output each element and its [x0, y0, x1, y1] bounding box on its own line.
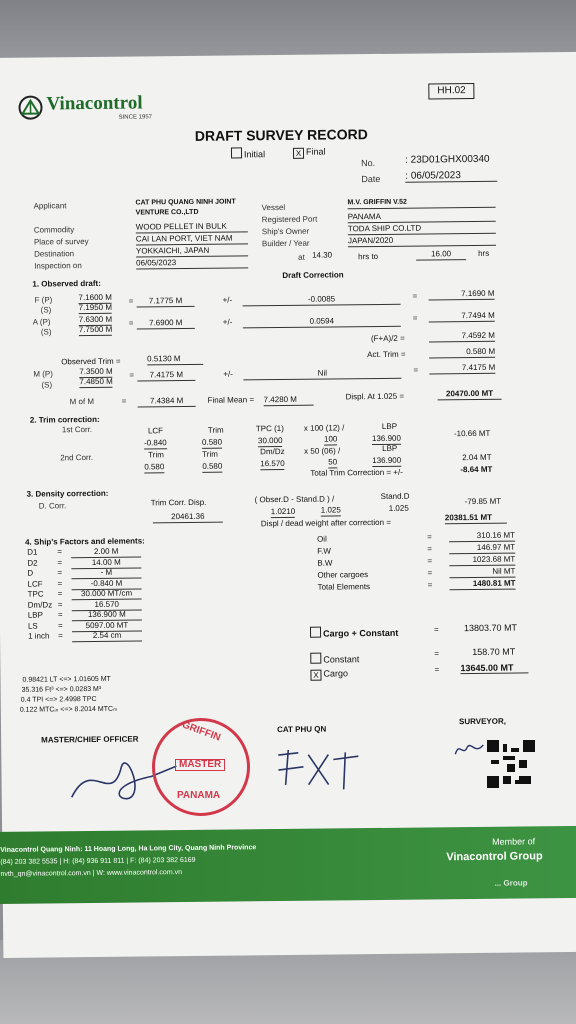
after-corr-label: Displ / dead weight after correction =	[260, 517, 392, 529]
x50-header: x 50 (06) /	[304, 446, 341, 456]
obs-trim-label: Observed Trim =	[61, 356, 121, 367]
obs-trim-value: 0.5130 M	[147, 354, 203, 366]
r2-result: 2.04 MT	[462, 452, 492, 463]
builder-value: JAPAN/2020	[348, 235, 496, 248]
factor-eq: =	[57, 578, 63, 588]
factor-value: 2.54 cm	[72, 630, 142, 642]
element-label: B.W	[317, 558, 333, 568]
initial-option: Initial	[231, 147, 265, 159]
second-corr-label: 2nd Corr.	[60, 452, 94, 463]
final-mean-value: 7.4280 M	[264, 395, 314, 407]
element-label: Total Elements	[317, 582, 371, 592]
ms-value: 7.4850 M	[79, 376, 113, 387]
factor-eq: =	[57, 589, 63, 599]
eq-cc: =	[433, 625, 439, 635]
draft-survey-document	[0, 52, 576, 958]
m-mean-value: 7.4175 M	[137, 370, 195, 382]
conversion-row: 35.316 Ft³ <=> 0.0283 M³	[21, 685, 102, 694]
factor-value: 14.00 M	[71, 557, 141, 569]
act-trim-label: Act. Trim =	[367, 349, 406, 360]
factor-value: 136.900 M	[72, 609, 142, 621]
fa2-value: 7.4592 M	[429, 331, 495, 343]
factor-eq: =	[57, 547, 62, 557]
commodity-label: Commodity	[33, 225, 75, 235]
eq-f: =	[128, 296, 134, 306]
at-value: 14.30	[312, 250, 333, 260]
page-title: DRAFT SURVEY RECORD	[194, 126, 368, 144]
density-formula: ( Obser.D - Stand.D ) /	[254, 494, 335, 505]
place-label: Place of survey	[33, 237, 89, 247]
final-option: X Final	[293, 147, 326, 159]
constant-value: 158.70 MT	[472, 646, 516, 658]
lbp-header-2: LBP	[382, 443, 398, 453]
cargo-constant-label: Cargo + Constant	[310, 626, 398, 639]
pm-m: +/-	[223, 369, 233, 379]
cargo-checkbox: X	[310, 670, 321, 681]
r3-50: 50	[328, 457, 338, 467]
owner-value: TODA SHIP CO.LTD	[348, 223, 496, 236]
as-value: 7.7500 M	[78, 324, 113, 335]
master-label: MASTER/CHIEF OFFICER	[41, 734, 139, 745]
dcorr-label: D. Corr.	[38, 501, 67, 511]
catphu-label: CAT PHU QN	[277, 724, 327, 735]
element-value: Nil MT	[449, 567, 515, 579]
ap-value: 7.6300 M	[78, 314, 113, 325]
surveyor-label: SURVEYOR,	[458, 716, 507, 727]
obs-density: 1.0210	[270, 506, 296, 517]
r3-trim-a: 0.580	[144, 462, 165, 472]
logo-text: Vinacontrol	[46, 92, 143, 115]
density-heading: 3. Density correction:	[26, 488, 109, 499]
total-trim-value: -8.64 MT	[460, 464, 493, 475]
factors-heading: 4. Ship's Factors and elements:	[25, 536, 145, 547]
date-label: Date	[361, 173, 381, 185]
eq-a: =	[128, 318, 134, 328]
final-checkbox: X	[293, 148, 304, 159]
x100-header: x 100 (12) /	[303, 423, 345, 433]
footer-phones: (84) 203 382 5535 | H: (84) 936 911 811 | F: (84) 203 382 6169	[0, 856, 196, 866]
no-label: No.	[361, 158, 376, 169]
std-density-2: 1.025	[388, 503, 409, 513]
a-corr-value: 0.0594	[243, 316, 401, 329]
factor-eq: =	[57, 620, 63, 630]
qr-code-icon	[487, 740, 535, 788]
act-trim-value: 0.580 M	[429, 347, 495, 359]
r1-100: 100	[323, 434, 338, 444]
r2-trim-b: Trim	[202, 449, 218, 459]
vinacontrol-logo-icon	[18, 95, 42, 119]
factor-value: -0.840 M	[71, 578, 141, 590]
eq-const: =	[434, 649, 439, 659]
no-value: : 23D01GHX00340	[405, 153, 490, 166]
element-label: Oil	[317, 534, 327, 544]
tpc-header: TPC (1)	[255, 423, 284, 434]
stamp-middle-text: MASTER	[175, 759, 225, 771]
factor-eq: =	[57, 610, 63, 620]
displ-value: 20470.00 MT	[437, 389, 501, 401]
factor-value: 2.00 M	[71, 546, 141, 558]
footer-group-faded: ... Group	[494, 878, 528, 888]
mp-value: 7.3500 M	[79, 366, 113, 377]
cargo-constant-value: 13803.70 MT	[463, 622, 518, 634]
factor-label: 1 inch	[28, 631, 50, 641]
catphu-signature-icon	[273, 744, 364, 795]
place-value: CAI LAN PORT, VIET NAM	[136, 233, 248, 245]
factor-eq: =	[58, 631, 63, 641]
factor-label: LBP	[27, 610, 44, 620]
form-code: HH.02	[428, 83, 475, 99]
element-eq: =	[427, 544, 432, 554]
as-label: (S)	[40, 327, 52, 337]
element-eq: =	[426, 532, 432, 542]
f-corr-value: -0.0085	[242, 294, 400, 307]
fp-value: 7.1600 M	[78, 292, 112, 303]
eq-mom: =	[121, 396, 127, 406]
r1-tpc: 30.000	[257, 436, 283, 446]
logo-subtitle: SINCE 1957	[118, 114, 153, 121]
trim-header: Trim	[207, 425, 224, 435]
initial-checkbox	[231, 147, 242, 158]
factor-label: TPC	[27, 589, 44, 599]
factor-label: Dm/Dz	[27, 599, 53, 610]
a-mean-value: 7.6900 M	[137, 318, 195, 330]
conversion-row: 0.4 TPI <=> 2.4998 TPC	[20, 695, 97, 704]
tcd-value: 20461.36	[153, 512, 223, 524]
draft-correction-heading: Draft Correction	[282, 270, 344, 280]
factor-eq: =	[57, 568, 63, 578]
factor-label: D1	[27, 547, 38, 557]
eq-a2: =	[412, 313, 418, 323]
factor-label: D2	[27, 558, 38, 568]
ms-label: (S)	[41, 380, 53, 390]
pm-f: +/-	[222, 295, 233, 305]
builder-label: Builder / Year	[261, 238, 310, 249]
eq-cargo: =	[434, 665, 440, 675]
surveyor-signature-icon	[453, 739, 487, 759]
eq-m: =	[129, 370, 135, 380]
footer-band	[0, 826, 576, 904]
pm-a: +/-	[222, 317, 233, 327]
f-mean-value: 7.1775 M	[137, 296, 195, 308]
applicant-value-1: CAT PHU QUANG NINH JOINT	[135, 198, 236, 207]
eq-f2: =	[412, 291, 418, 301]
vessel-label: Vessel	[261, 202, 286, 213]
hrs-label: hrs	[478, 248, 490, 258]
footer-member: Member of	[492, 836, 536, 847]
destination-label: Destination	[34, 249, 75, 259]
reg-port-label: Registered Port	[261, 214, 318, 225]
reg-port-value: PANAMA	[348, 211, 496, 224]
factor-value: 5097.00 MT	[72, 620, 142, 632]
tcd-label: Trim Corr. Disp.	[150, 497, 207, 508]
cargo-label: X Cargo	[310, 668, 348, 680]
footer-address: Vinacontrol Quang Ninh: 11 Hoang Long, Ha Long City, Quang Ninh Province	[0, 844, 257, 854]
a-res-value: 7.7494 M	[429, 311, 495, 323]
conversion-row: 0.122 MTCᵢₙ <=> 8.2014 MTCₘ	[19, 705, 118, 714]
r2-dmdz: Dm/Dz	[260, 446, 285, 457]
hrs-to-label: hrs to	[358, 251, 379, 262]
element-value: 146.97 MT	[449, 543, 515, 555]
lcf-header: LCF	[147, 426, 164, 436]
fs-value: 7.1950 M	[78, 302, 113, 313]
m-res-value: 7.4175 M	[429, 363, 495, 375]
owner-label: Ship's Owner	[261, 226, 310, 237]
commodity-value: WOOD PELLET IN BULK	[136, 221, 248, 233]
r1-trim: 0.580	[201, 437, 223, 447]
footer-web: nvth_qn@vinacontrol.com.vn | W: www.vinacontrol.com.vn	[0, 869, 183, 878]
element-label: Other cargoes	[317, 570, 369, 580]
applicant-value-2: VENTURE CO.,LTD	[135, 208, 199, 217]
std-density: 1.025	[320, 505, 341, 515]
fp-label: F (P)	[34, 295, 53, 305]
first-corr-label: 1st Corr.	[61, 424, 93, 435]
to-value: 16.00	[416, 249, 466, 261]
element-eq: =	[427, 556, 433, 566]
factor-value: 30.000 MT/cm	[72, 588, 142, 600]
element-value: 1023.68 MT	[449, 555, 515, 567]
r1-lcf: -0.840	[143, 438, 167, 448]
eq-m2: =	[413, 365, 419, 375]
destination-value: YOKKAICHI, JAPAN	[136, 245, 248, 257]
r3-dmdz: 16.570	[260, 458, 285, 469]
element-eq: =	[427, 580, 433, 590]
element-value: 310.16 MT	[449, 531, 515, 543]
r3-trim-b: 0.580	[202, 461, 223, 471]
density-result: -79.85 MT	[464, 496, 502, 507]
m-corr-value: Nil	[243, 368, 401, 381]
factor-label: LCF	[27, 579, 43, 589]
r1-result: -10.66 MT	[453, 428, 491, 439]
after-corr-value: 20381.51 MT	[445, 513, 507, 525]
observed-heading: 1. Observed draft:	[32, 278, 101, 289]
r1-lbp: 136.900	[371, 433, 401, 444]
conversion-row: 0.98421 LT <=> 1.01605 MT	[22, 675, 111, 684]
applicant-label: Applicant	[33, 201, 67, 211]
r3-lbp: 136.900	[372, 455, 402, 466]
final-mean-label: Final Mean =	[207, 395, 255, 405]
date-value: : 06/05/2023	[405, 171, 497, 183]
stamp-bottom-text: PANAMA	[177, 790, 221, 801]
ship-stamp-icon	[152, 718, 250, 816]
factor-eq: =	[57, 599, 63, 609]
vessel-value: M.V. GRIFFIN V.52	[347, 197, 495, 210]
f-res-value: 7.1690 M	[428, 289, 494, 301]
mom-label: M of M	[69, 396, 95, 407]
displ-label: Displ. At 1.025 =	[345, 391, 405, 402]
total-trim-label: Total Trim Correction = +/-	[310, 467, 403, 478]
ap-label: A (P)	[32, 317, 51, 327]
constant-label: Constant	[310, 652, 359, 665]
inspection-label: Inspection on	[34, 261, 82, 271]
at-label: at	[298, 252, 305, 262]
factor-label: LS	[27, 621, 38, 631]
stamp-top-text: GRIFFIN	[180, 719, 222, 744]
cargo-constant-checkbox	[310, 627, 321, 638]
lbp-header: LBP	[381, 421, 398, 431]
constant-checkbox	[310, 653, 321, 664]
r2-trim-a: Trim	[148, 450, 164, 460]
factor-eq: =	[57, 557, 63, 567]
element-eq: =	[427, 568, 433, 578]
element-label: F.W	[317, 546, 332, 556]
factor-value: - M	[71, 567, 141, 579]
inspection-value: 06/05/2023	[136, 257, 248, 269]
fa2-label: (F+A)/2 =	[370, 333, 405, 344]
trim-heading: 2. Trim correction:	[29, 414, 100, 425]
factor-value: 16.570	[72, 599, 142, 611]
fs-label: (S)	[40, 305, 52, 315]
mom-value: 7.4384 M	[138, 396, 196, 408]
factor-label: D	[27, 568, 34, 578]
element-value: 1480.81 MT	[449, 579, 515, 591]
mp-label: M (P)	[33, 369, 53, 379]
footer-group: Vinacontrol Group	[446, 850, 543, 864]
stand-label: Stand.D	[380, 491, 410, 501]
cargo-value: 13645.00 MT	[460, 662, 528, 674]
